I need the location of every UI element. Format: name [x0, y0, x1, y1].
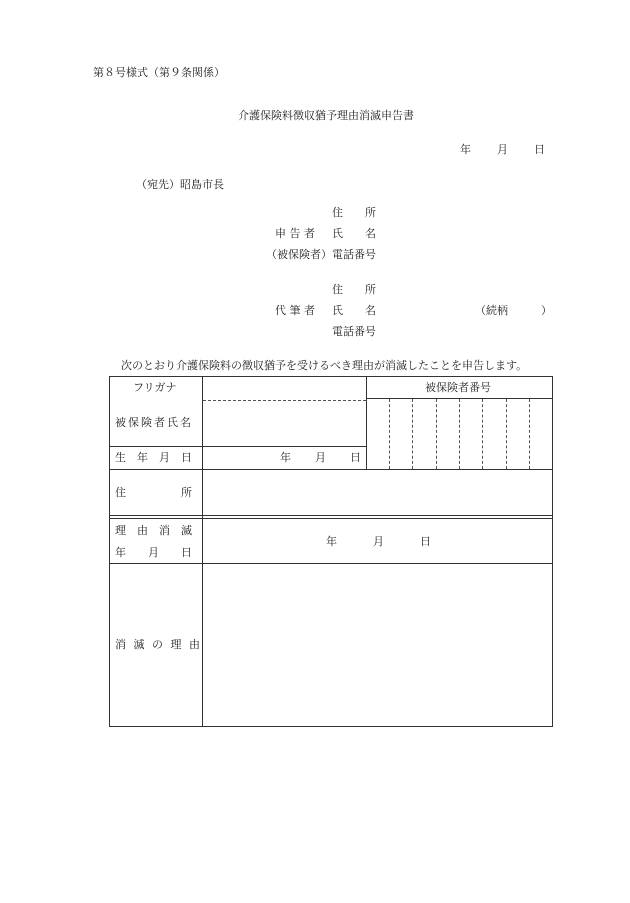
form-title: 介護保険料徴収猶予理由消滅申告書	[238, 109, 414, 122]
birth-day-label: 日	[350, 451, 361, 464]
proxy-name-label: 氏 名	[332, 304, 376, 317]
submission-year-label: 年	[460, 143, 471, 156]
address-label: 住 所	[115, 486, 192, 499]
proxy-relation-label: （続柄 ）	[475, 304, 552, 317]
insured-name-label: 被保険者氏名	[115, 416, 193, 429]
submission-day-label: 日	[534, 143, 545, 156]
proxy-phone-label: 電話番号	[332, 325, 376, 338]
proxy-address-label: 住 所	[332, 283, 376, 296]
addressee: （宛先）昭島市長	[136, 178, 224, 191]
insured-name-field[interactable]	[204, 401, 365, 445]
reason-date-day-label: 日	[420, 535, 431, 548]
furigana-field[interactable]	[204, 377, 365, 399]
reason-label: 消 滅 の 理 由	[115, 638, 202, 651]
submission-month-label: 月	[497, 143, 508, 156]
reason-date-month-label: 月	[373, 535, 384, 548]
insured-number-field[interactable]	[368, 400, 551, 468]
birth-year-label: 年	[280, 451, 291, 464]
applicant-group-label: 申 告 者	[275, 227, 315, 240]
reason-date-label-line2: 年 月 日	[115, 546, 192, 559]
applicant-address-label: 住 所	[332, 206, 376, 219]
birth-month-label: 月	[315, 451, 326, 464]
furigana-label: フリガナ	[133, 381, 177, 394]
applicant-name-label: 氏 名	[332, 227, 376, 240]
insured-number-label: 被保険者番号	[425, 381, 491, 394]
reason-date-field[interactable]	[204, 520, 551, 562]
reason-date-year-label: 年	[326, 535, 337, 548]
reason-date-label-line1: 理 由 消 滅	[115, 524, 192, 537]
form-number: 第８号様式（第９条関係）	[93, 66, 225, 79]
address-field[interactable]	[204, 471, 551, 514]
reason-field[interactable]	[204, 565, 551, 725]
applicant-insured-label: （被保険者）	[266, 248, 332, 261]
birth-date-field[interactable]	[204, 448, 365, 468]
applicant-phone-label: 電話番号	[332, 248, 376, 261]
statement: 次のとおり介護保険料の徴収猶予を受けるべき理由が消滅したことを申告します。	[121, 359, 528, 372]
proxy-group-label: 代 筆 者	[275, 304, 315, 317]
birth-date-label: 生 年 月 日	[115, 451, 192, 464]
